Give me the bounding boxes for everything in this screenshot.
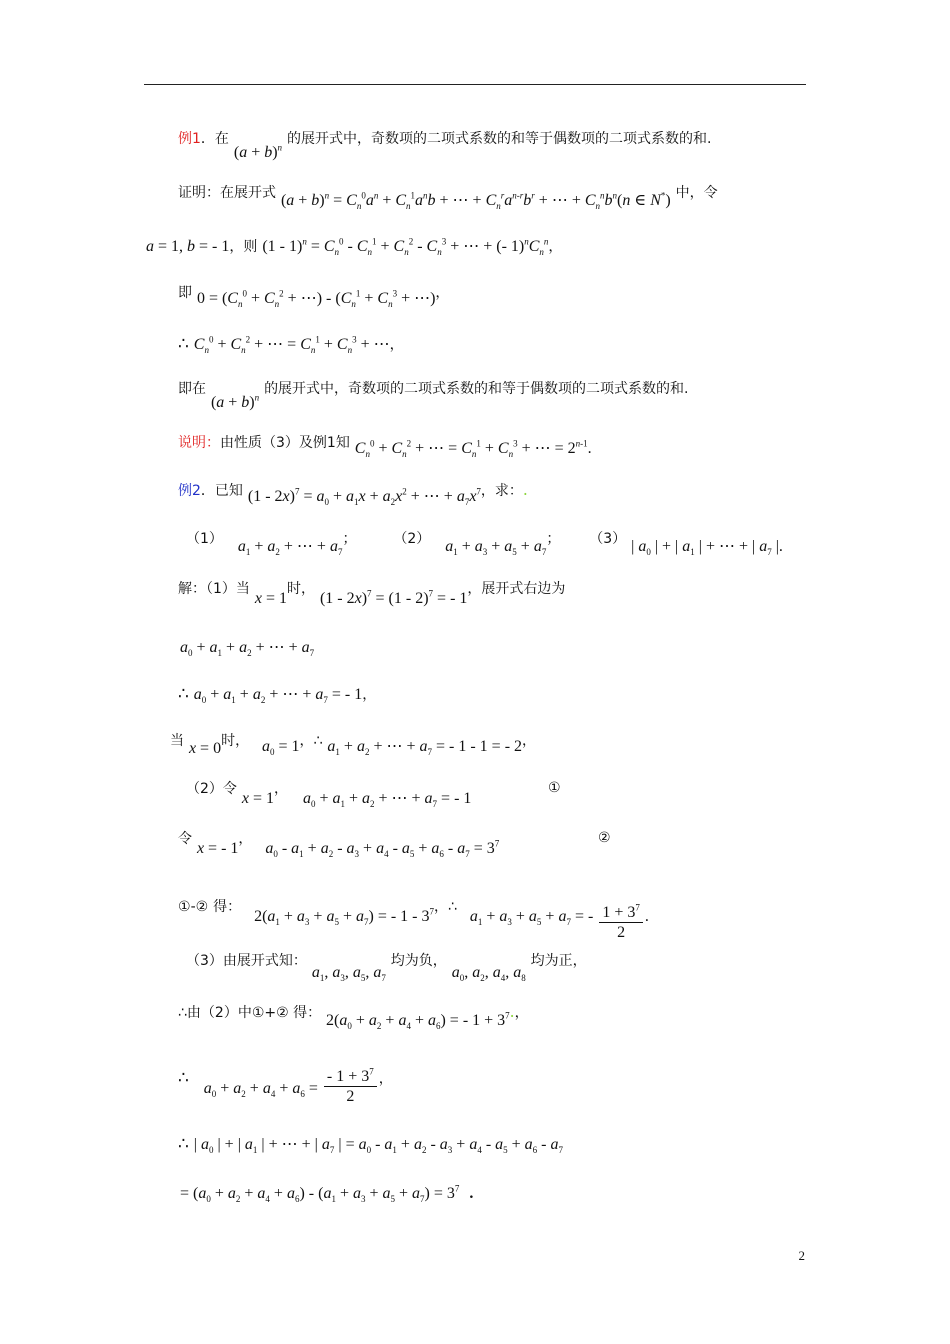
example2-line: 例2．已知 $(1 - 2x)^7 = a_0 + a_1x + a_2x^2$ + ⋯ + $a_7x^7$，求：. — [178, 481, 528, 508]
solution-line-11: ∴ | $a_0$ | + | $a_1$ | + ⋯ + | $a_7$ | = $a_0 - a_1 + a_2 - a_3 + a_4 - a_5 + a_6 - a_7$ — [178, 1134, 563, 1156]
proof-line-3: 即 $0 = (C_n^0 + C_n^2$ + ⋯) - ($C_n^1 + C_n^3$ + ⋯)， — [178, 285, 450, 310]
solution-line-8: （3）由展开式知： $a_1$, $a_3$, $a_5$, $a_7$ 均为负， $a_0$, $a_2$, $a_4$, $a_8$ 均为正， — [186, 953, 587, 984]
marker-dot: . — [522, 481, 528, 499]
example1-label: 例1 — [178, 131, 201, 147]
solution-line-7: ①-② 得： $2(a_1 + a_3 + a_5 + a_7)$ = - $1 - 3^7$，∴ $a_1 + a_3 + a_5 + a_7$ = - $\frac{1 + 3^7}{2}$ . — [178, 899, 649, 941]
solution-line-10: ∴ $a_0 + a_2 + a_4 + a_6$ = $\frac{- 1 + 3^7}{2}$ ， — [178, 1066, 393, 1105]
math-zero: $0 = (C_n^0 + C_n^2$ + ⋯) - ($C_n^1 + C_n^3$ + ⋯) — [196, 288, 436, 310]
example2-label: 例2 — [178, 483, 201, 499]
proof-conclusion: 即在 $(a + b)^n$ 的展开式中，奇数项的二项式系数的和等于偶数项的二项式系数的和. — [178, 381, 689, 411]
math-equality: $C_n^0 + C_n^2$ + ⋯ = $C_n^1 + C_n^3$ + ⋯ — [193, 334, 390, 356]
example1-line: 例1．在 $(a + b)^n$ 的展开式中，奇数项的二项式系数的和等于偶数项的二项式系数的和. — [178, 131, 712, 161]
solution-line-6: 令 x = - 1， $a_0 - a_1 + a_2 - a_3 + a_4 - a_5 + a_6 - a_7 = 3^7$ ② — [178, 830, 611, 860]
math-expr: $(a + b)^n$ — [233, 142, 283, 161]
solution-line-9: ∴由（2）中①+② 得： $2(a_0 + a_2 + a_4 + a_6)$ = - $1 + 3^7$.， — [178, 1003, 529, 1032]
solution-line-12: = $(a_0 + a_2 + a_4 + a_6) - (a_1 + a_3 + a_5 + a_7) = 3^7$ . — [180, 1183, 474, 1205]
solution-line-3: ∴ $a_0 + a_1 + a_2$ + ⋯ + $a_7$ = - 1， — [178, 684, 377, 706]
questions-line: （1） $a_1 + a_2$ + ⋯ + $a_7$； （2） $a_1 + a_3 + a_5 + a_7$； （3） | $a_0$ | + | $a_1$ | + ⋯ + | $a_7$ |. — [186, 531, 783, 558]
math-expr: $(a + b)^n$ — [210, 392, 260, 411]
solution-line-1: 解：（1）当 x = 1时， (1 - 2x)$^7$ = (1 - 2)$^7$ = - 1，展开式右边为 — [178, 581, 566, 607]
proof-line-4: ∴ $C_n^0 + C_n^2$ + ⋯ = $C_n^1 + C_n^3$ + ⋯， — [178, 334, 404, 356]
solution-line-4: 当 x = 0时， $a_0 = 1$，∴ $a_1 + a_2$ + ⋯ + $a_7$ = - 1 - 1 = - 2， — [170, 733, 537, 758]
note-label: 说明： — [178, 435, 220, 451]
circle-1: ① — [548, 780, 561, 796]
circle-2: ② — [598, 830, 611, 846]
note-line: 说明：由性质（3）及例1知 $C_n^0 + C_n^2$ + ⋯ = $C_n^1 + C_n^3$ + ⋯ = $2^{n-1}$. — [178, 435, 592, 460]
page-number: 2 — [798, 1248, 805, 1263]
math-expansion: $(a + b)^n = C_n^0a^n + C_n^1a^nb$ + ⋯ + $C_n^ra^{n-r}b^r$ + ⋯ + $C_n^nb^n(n$ ∈ N*) — [280, 190, 671, 212]
header-rule — [144, 84, 806, 85]
proof-line-2: a = 1, b = - 1，则 $(1 - 1)^n = C_n^0 - C_n^1 + C_n^2 - C_n^3$ + ⋯ + (- $1)^nC_n^n$， — [146, 236, 563, 258]
math-substituted: $(1 - 1)^n = C_n^0 - C_n^1 + C_n^2 - C_n^3$ + ⋯ + (- $1)^nC_n^n$ — [262, 236, 549, 258]
solution-line-5: （2）令 x = 1， $a_0 + a_1 + a_2$ + ⋯ + $a_7$ = - 1 ① — [186, 780, 561, 810]
math-note: $C_n^0 + C_n^2$ + ⋯ = $C_n^1 + C_n^3$ + ⋯ = $2^{n-1}$. — [354, 438, 592, 460]
solution-sum: $a_0 + a_1 + a_2$ + ⋯ + $a_7$ — [180, 639, 315, 659]
proof-line-1: 证明：在展开式 $(a + b)^n = C_n^0a^n + C_n^1a^nb$ + ⋯ + $C_n^ra^{n-r}b^r$ + ⋯ + $C_n^nb^n(n$ ∈ N*) 中，令 — [178, 185, 718, 212]
math-poly: $(1 - 2x)^7 = a_0 + a_1x + a_2x^2$ + ⋯ + $a_7x^7$ — [247, 486, 481, 508]
math-let: a = 1, b = - 1 — [146, 238, 230, 255]
